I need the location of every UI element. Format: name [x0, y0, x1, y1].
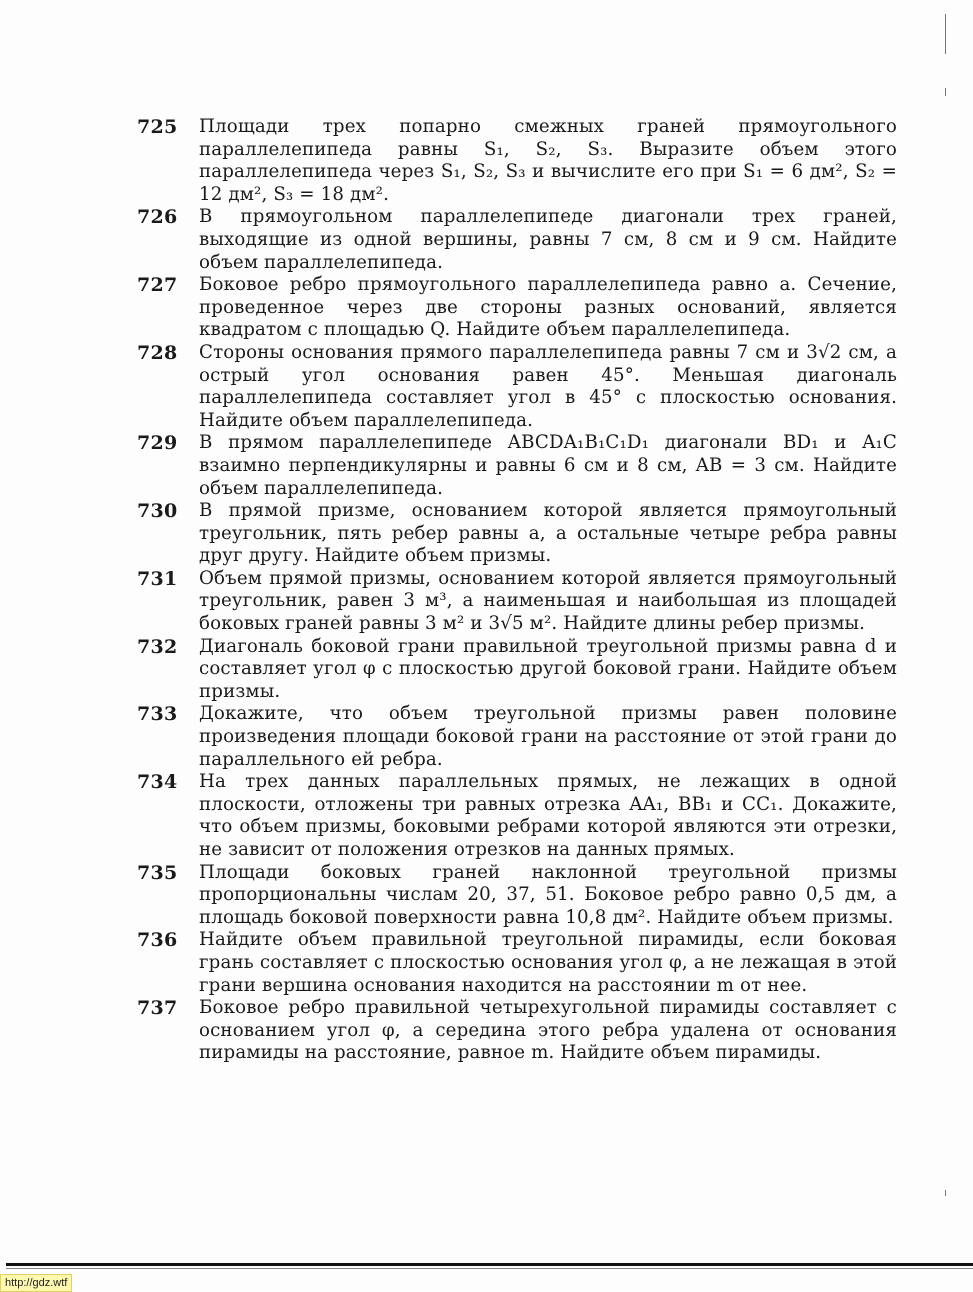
page-bottom-rule-thin	[6, 1268, 973, 1269]
problem-item	[137, 771, 897, 861]
problem-number: 731	[137, 567, 178, 590]
problem-item	[137, 568, 897, 636]
problem-text: В прямом параллелепипеде ABCDA₁B₁C₁D₁ диагонали BD₁ и A₁C взаимно перпендикулярны и равны 6 см и 8 см, AB = 3 см. Найдите объем параллелепипеда.	[199, 432, 897, 499]
problem-number: 735	[137, 861, 178, 884]
problem-text: Докажите, что объем треугольной призмы равен половине произведения площади боковой грани на расстояние от этой грани до параллельного ей ребра.	[199, 703, 897, 770]
problem-number: 733	[137, 703, 178, 726]
problem-text: На трех данных параллельных прямых, не лежащих в одной плоскости, отложены три равных отрезка AA₁, BB₁ и CC₁. Докажите, что объем призмы, боковыми ребрами которой являются эти отрезки, не зависит от положения отрезков на данных прямых.	[199, 771, 897, 860]
scan-edge-mark	[945, 14, 946, 54]
problem-item	[137, 703, 897, 771]
problem-item	[137, 116, 897, 206]
problem-item	[137, 636, 897, 704]
problem-number: 734	[137, 771, 178, 794]
problem-number: 728	[137, 341, 178, 364]
problem-text: Площади трех попарно смежных граней прямоугольного параллелепипеда равны S₁, S₂, S₃. Выразите объем этого параллелепипеда через S₁, S₂, S₃ и вычислите его при S₁ = 6 дм², S₂ = 12 дм², S₃ = 18 дм².	[199, 116, 897, 205]
problem-item	[137, 929, 897, 997]
problem-text: Найдите объем правильной треугольной пирамиды, если боковая грань составляет с плоскостью основания угол φ, а не лежащая в этой грани вершина основания находится на расстоянии m от нее.	[199, 929, 897, 996]
problem-item	[137, 432, 897, 500]
problem-item	[137, 274, 897, 342]
problem-number: 736	[137, 929, 178, 952]
problem-item	[137, 862, 897, 930]
problem-number: 726	[137, 206, 178, 229]
problem-text: Диагональ боковой грани правильной треугольной призмы равна d и составляет угол φ с плоскостью другой боковой грани. Найдите объем призмы.	[199, 635, 897, 702]
problem-item	[137, 997, 897, 1065]
watermark-link[interactable]: http://gdz.wtf	[0, 1274, 72, 1292]
scan-edge-mark	[945, 88, 946, 96]
problem-list	[137, 116, 897, 1065]
problem-item	[137, 342, 897, 432]
problem-text: Стороны основания прямого параллелепипеда равны 7 см и 3√2 см, а острый угол основания равен 45°. Меньшая диагональ параллелепипеда составляет угол в 45° с плоскостью основания. Найдите объем параллелепипеда.	[199, 341, 897, 431]
problem-number: 730	[137, 500, 178, 523]
problem-text: Объем прямой призмы, основанием которой является прямоугольный треугольник, равен 3 м³, а наименьшая и наибольшая из площадей боковых граней равны 3 м² и 3√5 м². Найдите длины ребер призмы.	[199, 567, 897, 635]
problem-number: 729	[137, 432, 178, 455]
problem-item	[137, 206, 897, 274]
problem-text: Боковое ребро правильной четырехугольной пирамиды составляет с основанием угол φ, а середина этого ребра удалена от основания пирамиды на расстояние, равное m. Найдите объем пирамиды.	[199, 997, 897, 1064]
problem-text: Боковое ребро прямоугольного параллелепипеда равно a. Сечение, проведенное через две стороны разных оснований, является квадратом с площадью Q. Найдите объем параллелепипеда.	[199, 274, 897, 341]
problem-number: 725	[137, 116, 178, 138]
page-bottom-rule	[6, 1263, 973, 1266]
problem-item	[137, 500, 897, 568]
problem-text: В прямоугольном параллелепипеде диагонали трех граней, выходящие из одной вершины, равны 7 см, 8 см и 9 см. Найдите объем параллелепипеда.	[199, 206, 897, 273]
problem-text: В прямой призме, основанием которой является прямоугольный треугольник, пять ребер равны a, а остальные четыре ребра равны друг другу. Найдите объем призмы.	[199, 500, 897, 567]
problem-number: 727	[137, 274, 178, 297]
problem-text: Площади боковых граней наклонной треугольной призмы пропорциональны числам 20, 37, 51. Боковое ребро равно 0,5 дм, а площадь боковой поверхности равна 10,8 дм². Найдите объем призмы.	[199, 861, 897, 928]
scan-edge-mark	[945, 1190, 946, 1196]
problem-number: 737	[137, 997, 178, 1020]
problem-number: 732	[137, 635, 178, 658]
